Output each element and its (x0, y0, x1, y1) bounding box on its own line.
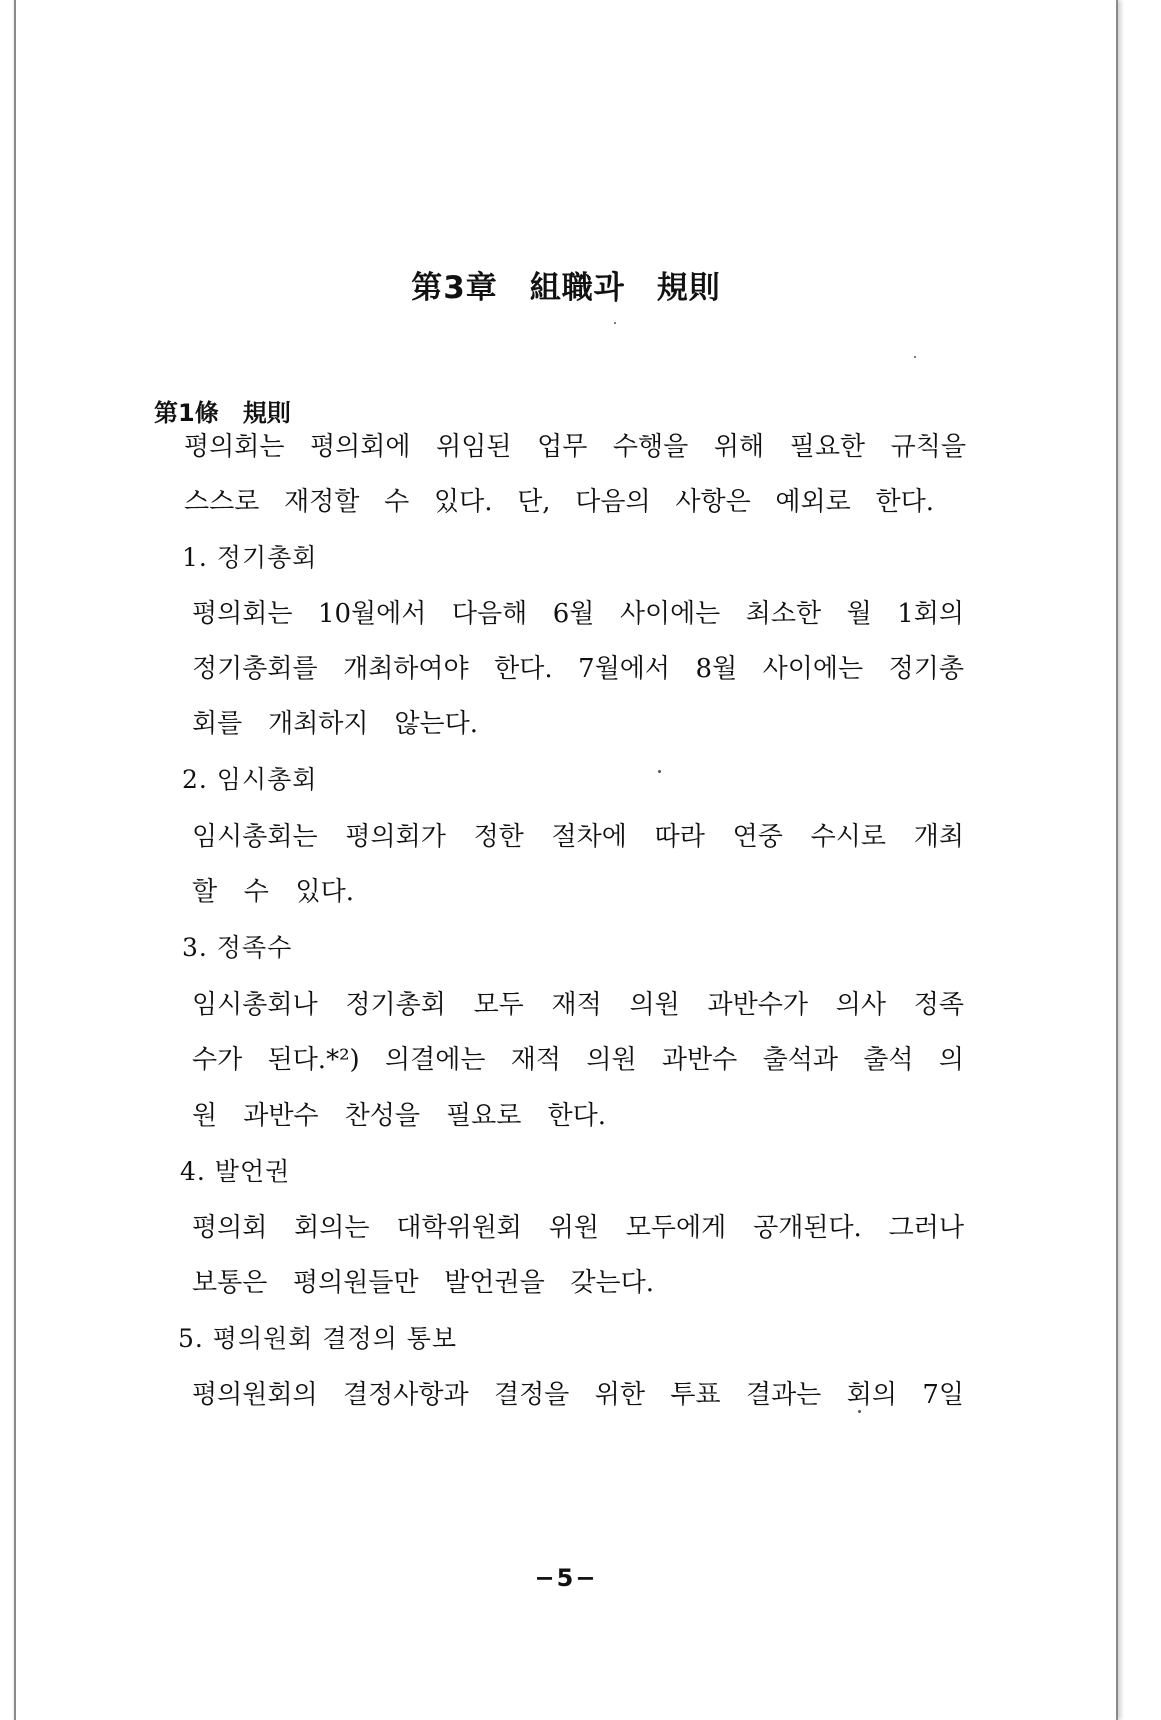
item-4-line-1: 평의회 회의는 대학위원회 위원 모두에게 공개된다. 그러나 (192, 1213, 964, 1243)
item-4-line-2: 보통은 평의원들만 발언권을 갖는다. (192, 1268, 654, 1298)
item-2-line-2: 할 수 있다. (192, 877, 354, 907)
scan-speck (858, 1410, 861, 1413)
item-1-line-3: 회를 개최하지 않는다. (192, 709, 478, 739)
item-3-line-2: 수가 된다.*²) 의결에는 재적 의원 과반수 출석과 출석 의 (192, 1045, 964, 1075)
item-1-line-1: 평의회는 10월에서 다음해 6월 사이에는 최소한 월 1회의 (192, 599, 964, 629)
item-2-line-1: 임시총회는 평의회가 정한 절차에 따라 연중 수시로 개최 (192, 822, 964, 852)
item-heading-2: 2. 임시총회 (182, 765, 318, 794)
scan-speck (914, 356, 916, 358)
item-heading-5: 5. 평의원회 결정의 통보 (178, 1324, 458, 1353)
item-3-line-1: 임시총회나 정기총회 모두 재적 의원 과반수가 의사 정족 (192, 990, 964, 1020)
document-page (14, 0, 1118, 1720)
item-heading-1: 1. 정기총회 (182, 543, 318, 572)
item-heading-3: 3. 정족수 (182, 933, 293, 962)
page-number: −5− (534, 1564, 598, 1592)
item-5-line-1: 평의원회의 결정사항과 결정을 위한 투표 결과는 회의 7일 (192, 1380, 964, 1410)
intro-line-2: 스스로 재정할 수 있다. 단, 다음의 사항은 예외로 한다. (184, 487, 934, 517)
item-1-line-2: 정기총회를 개최하여야 한다. 7월에서 8월 사이에는 정기총 (192, 654, 964, 684)
scan-speck (614, 322, 616, 324)
article-title: 第1條 規則 (154, 399, 291, 427)
item-3-line-3: 원 과반수 찬성을 필요로 한다. (192, 1101, 606, 1131)
scan-speck (658, 770, 661, 773)
item-heading-4: 4. 발언권 (180, 1157, 291, 1186)
intro-line-1: 평의회는 평의회에 위임된 업무 수행을 위해 필요한 규칙을 (184, 432, 966, 462)
chapter-title: 第3章 組職과 規則 (411, 270, 721, 306)
